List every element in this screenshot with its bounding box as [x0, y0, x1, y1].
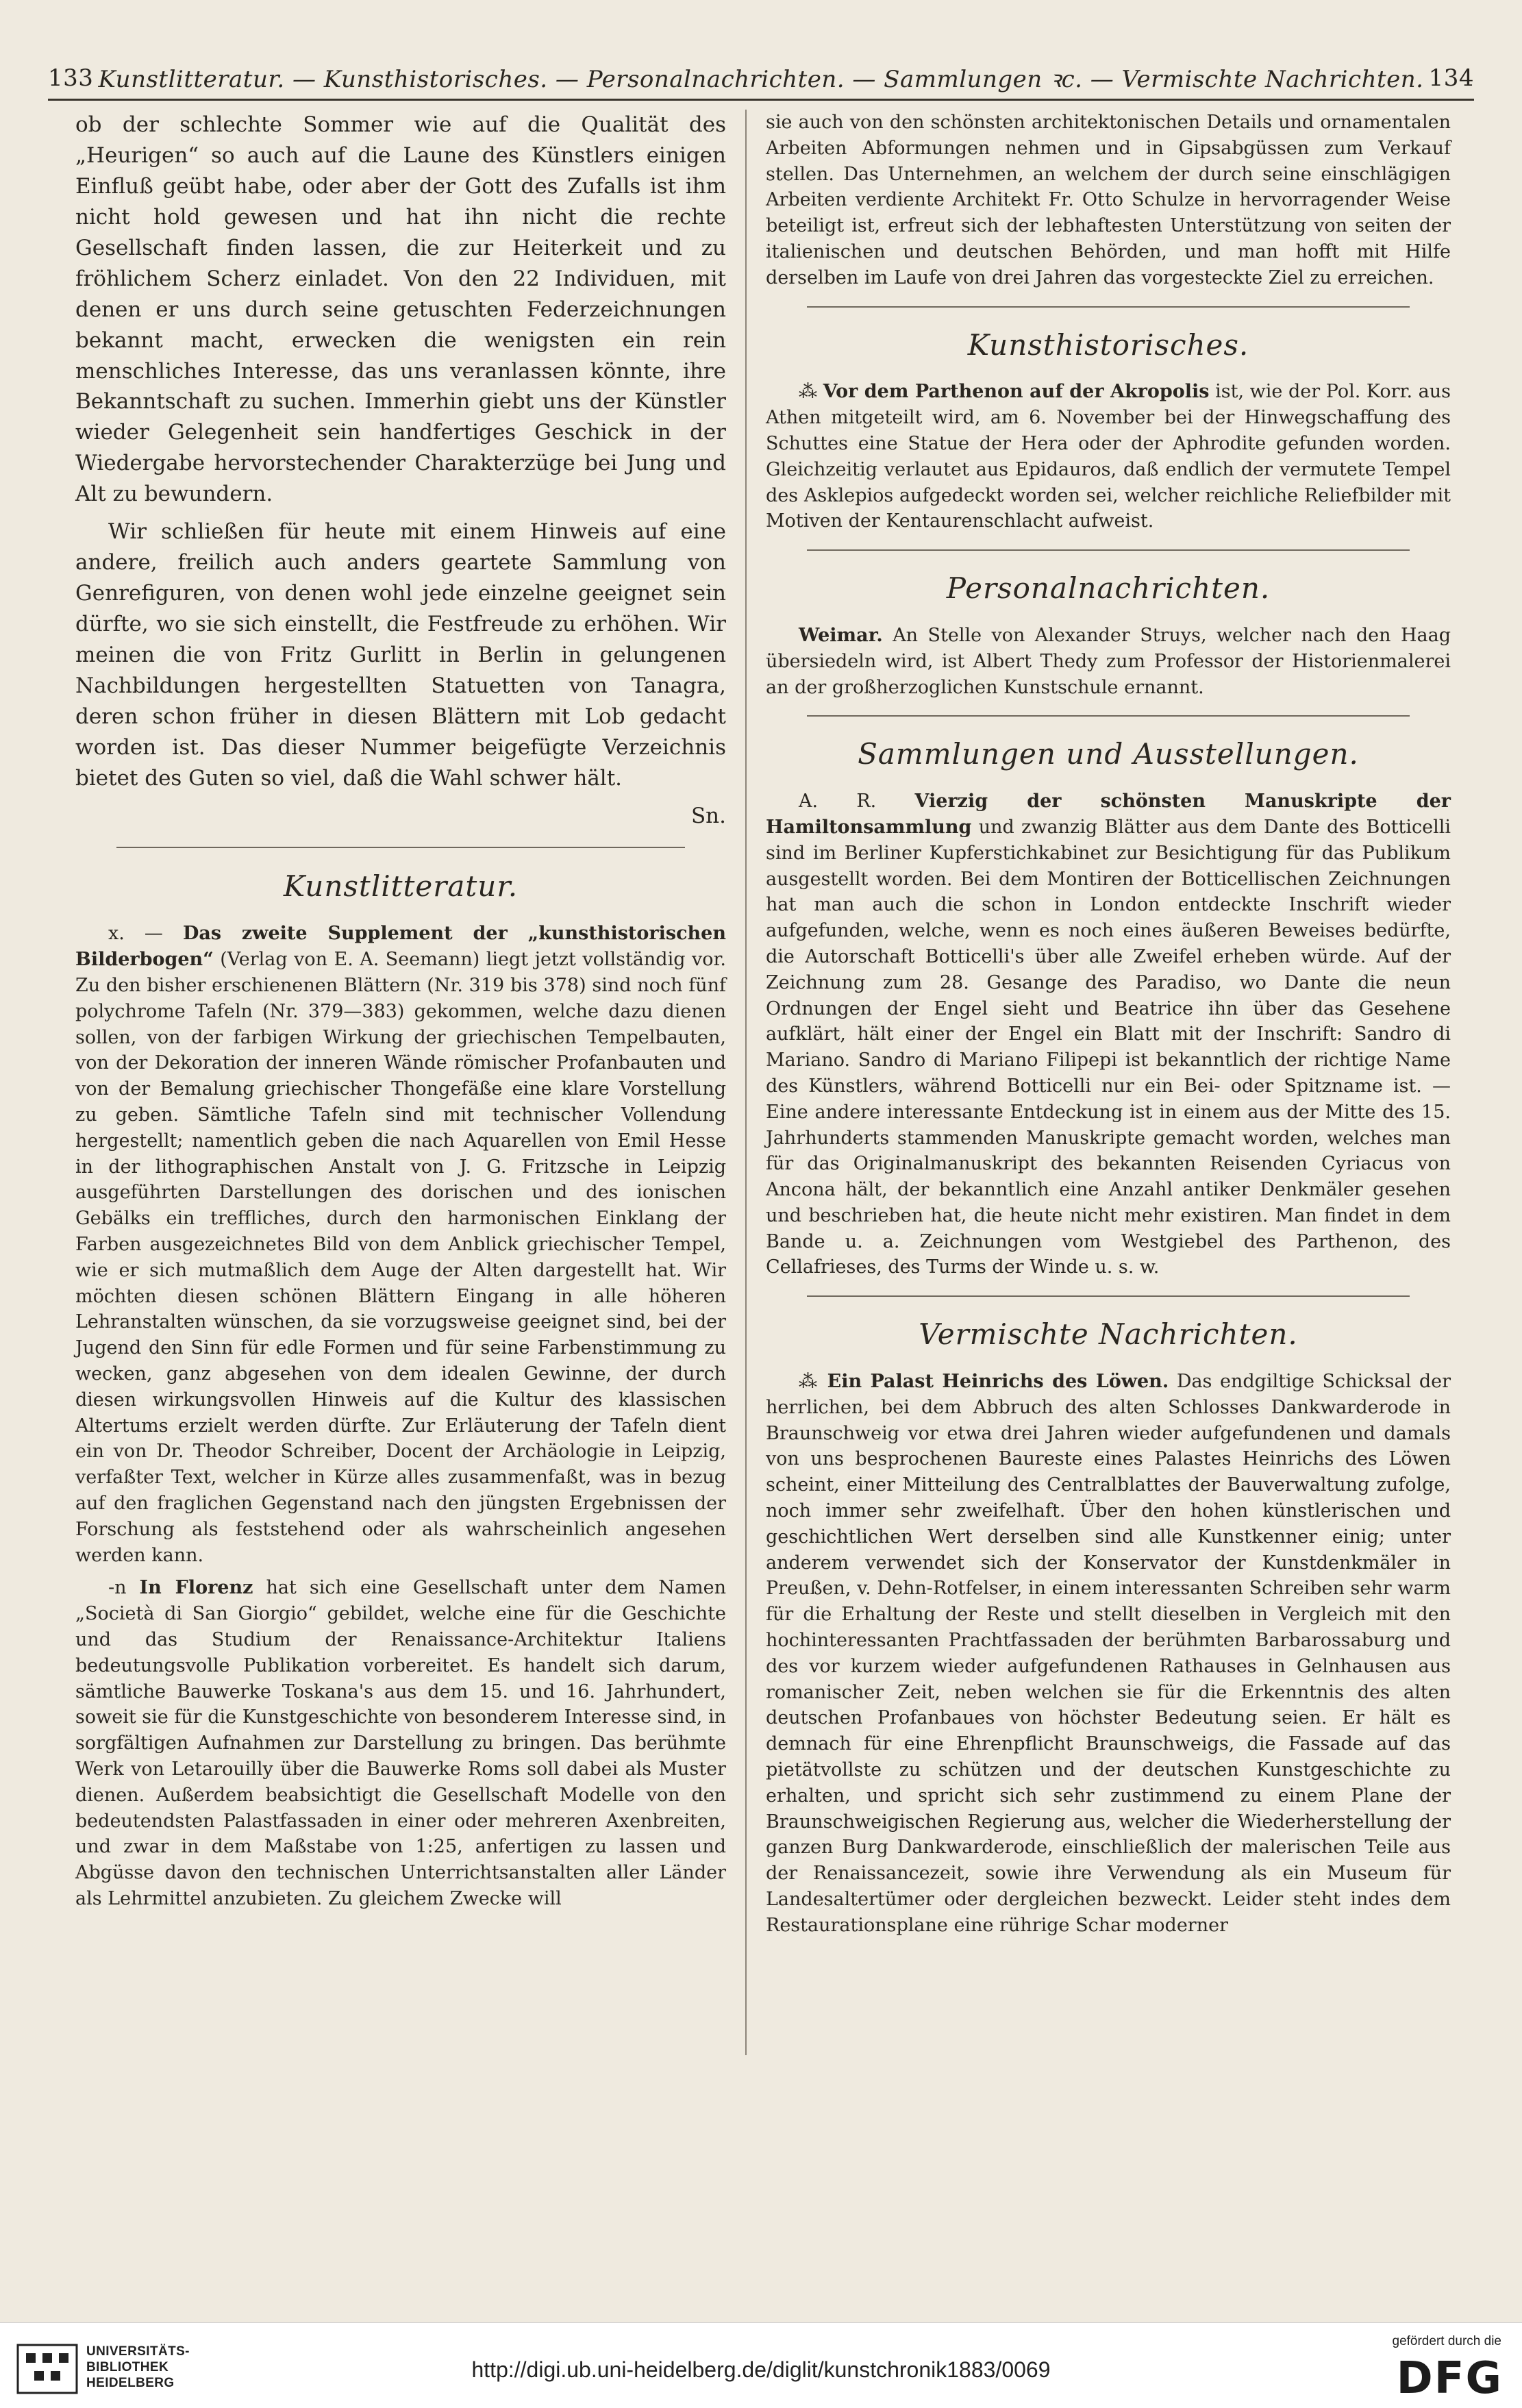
article-heading: Ein Palast Heinrichs des Löwen.: [827, 1371, 1169, 1393]
article-marker: ⁂: [799, 381, 818, 403]
article-heading: Vor dem Parthenon auf der Akropolis: [823, 381, 1210, 403]
article-marker: -n: [108, 1577, 127, 1599]
section-divider: [807, 1295, 1410, 1297]
funding-label: gefördert durch die: [1392, 2334, 1501, 2348]
article-heading: In Florenz: [139, 1577, 253, 1599]
article-paragraph: [75, 1575, 726, 1911]
section-divider: [807, 306, 1410, 308]
permalink[interactable]: http://digi.ub.uni-heidelberg.de/diglit/kunstchronik1883/0069: [471, 2357, 1051, 2382]
section-title-vermischte-nachrichten: Vermischte Nachrichten.: [919, 1317, 1298, 1352]
digitization-footer: [0, 2322, 1522, 2408]
article-text: Das endgiltige Schicksal der herrlichen, bei dem Abbruch des alten Schlosses Dankwarderode in Braunschweig vor etwa drei Jahren wieder aufgefundenen und damals von uns besprochenen Baureste eines Palastes Heinrichs des Löwen scheint, einer Mitteilung des Centralblattes der Bauverwaltung zufolge, noch immer sehr zweifelhaft. Über den hohen künstlerischen und geschichtlichen Wert derselben sind alle Kunstkenner einig; unter anderem verwendet sich der Konservator der Kunstdenkmäler in Preußen, v. Dehn-Rotfelser, in einem interessanten Schreiben sehr warm für die Erhaltung der Reste und stellt dieselben in Vergleich mit den hochinteressanten Prachtfassaden der berühmten Barbarossaburg und des vor kurzem wieder aufgefundenen Rathauses in Gelnhausen aus romanischer Zeit, neben welchen sie für die Erkenntnis des alten deutschen Profanbaues von höchster Bedeutung seien. Er hält es demnach für eine Ehrenpflicht Braunschweigs, die Fassade auf das pietätvollste zu schützen und der deutschen Kunstgeschichte zu erhalten, und spricht sich sehr zustimmend zu einem Plane der Braunschweigischen Regierung aus, welcher die Wiederherstellung der ganzen Burg Dankwarderode, einschließlich der malerischen Teile aus der Renaissancezeit, sowie ihre Verwendung als ein Museum für Landesaltertümer oder dergleichen bezweckt. Leider steht indes dem Restaurationsplane eine rührige Schar moderner: [766, 1371, 1451, 1936]
dfg-logo: DFG: [1396, 2353, 1503, 2404]
article-text: An Stelle von Alexander Struys, welcher nach den Haag übersiedeln wird, ist Albert Thedy zum Professor der Historienmalerei an der großherzoglichen Kunstschule ernannt.: [766, 624, 1451, 698]
paragraph: ob der schlechte Sommer wie auf die Qualität des „Heurigen“ so auch auf die Laune des Künstlers einigen Einfluß geübt habe, oder aber der Gott des Zufalls ist ihm nicht hold gewesen und hat ihn nicht die rechte Gesellschaft finden lassen, die zur Heiterkeit und zu fröhlichem Scherz einladet. Von den 22 Individuen, mit denen er uns durch seine getuschten Federzeichnungen bekannt macht, erwecken die wenigsten ein rein menschliches Interesse, das uns veranlassen könnte, ihre Bekanntschaft zu suchen. Immerhin giebt uns der Künstler wieder Gelegenheit sein handfertiges Geschick in der Wiedergabe hervorstechender Charakterzüge bei Jung und Alt zu bewundern.: [75, 112, 726, 507]
section-divider: [116, 847, 685, 848]
article-text: hat sich eine Gesellschaft unter dem Namen „Società di San Giorgio“ gebildet, welche eine für die Geschichte und das Studium der Renaissance-Architektur Italiens bedeutungsvolle Publikation vorbereitet. Es handelt sich darum, sämtliche Bauwerke Toskana's aus dem 15. und 16. Jahrhundert, soweit sie für die Kunstgeschichte von besonderem Interesse sind, in sorgfältigen Aufnahmen zur Darstellung zu bringen. Das berühmte Werk von Letarouilly über die Bauwerke Roms soll dabei als Muster dienen. Außerdem beabsichtigt die Gesellschaft Modelle von den bedeutendsten Palastfassaden in einer oder mehreren Axenbreiten, und zwar in dem Maßstabe von 1:25, anfertigen zu lassen und Abgüsse davon den technischen Unterrichtsanstalten aller Länder als Lehrmittel anzubieten. Zu gleichem Zwecke will: [75, 1577, 726, 1909]
article-heading: Das zweite Supplement der „kunsthistorischen Bilderbogen“: [75, 923, 726, 971]
paragraph: Wir schließen für heute mit einem Hinweis auf eine andere, freilich auch anders geartete Sammlung von Genrefiguren, von denen wohl jede einzelne geeignet sein dürfte, wo sie sich einstellt, die Festfreude zu erhöhen. Wir meinen die von Fritz Gurlitt in Berlin in gelungenen Nachbildungen hergestellten Statuetten von Tanagra, deren schon früher in diesen Blättern mit Lob gedacht worden ist. Das dieser Nummer beigefügte Verzeichnis bietet des Guten so viel, daß die Wahl schwer hält.: [75, 519, 726, 791]
article-heading: Vierzig der schönsten Manuskripte der Hamiltonsammlung: [766, 791, 1451, 838]
running-head-title: Kunstlitteratur. — Kunsthistorisches. — Personalnachrichten. — Sammlungen ꝛc. — Vermischte Nachrichten.: [98, 66, 1424, 93]
section-divider: [807, 715, 1410, 717]
section-title-kunsthistorisches: Kunsthistorisches.: [967, 327, 1249, 362]
article-marker: ⁂: [799, 1371, 820, 1393]
article-paragraph: [75, 921, 726, 1568]
running-head: [48, 58, 1474, 101]
right-column: [766, 110, 1451, 1946]
article-text: (Verlag von E. A. Seemann) liegt jetzt vollständig vor. Zu den bisher erschienenen Blättern (Nr. 319 bis 378) sind noch fünf polychrome Tafeln (Nr. 379—383) gekommen, welche dazu dienen sollen, von der farbigen Wirkung der griechischen Tempelbauten, von der Dekoration der inneren Wände römischer Profanbauten und von der Bemalung griechischer Thongefäße eine klare Vorstellung zu geben. Sämtliche Tafeln sind mit technischer Vollendung hergestellt; namentlich geben die nach Aquarellen von Emil Hesse in der lithographischen Anstalt von J. G. Fritzsche in Leipzig ausgeführten Darstellungen des dorischen und des ionischen Gebälks ein treffliches, durch den harmonischen Einklang der Farben ausgezeichnetes Bild von dem Anblick griechischer Tempel, wie er sich mutmaßlich dem Auge der Alten dargestellt hat. Wir möchten diesen schönen Blättern Eingang in alle höheren Lehranstalten wünschen, da sie vorzugsweise geeignet sind, bei der Jugend den Sinn für edle Formen und für seine Farbenstimmung zu wecken, ganz abgesehen von dem idealen Gewinne, der durch diesen wirkungsvollen Hinweis auf die Kultur des klassischen Altertums erzielt werden dürfte. Zur Erläuterung der Tafeln dient ein von Dr. Theodor Schreiber, Docent der Archäologie in Leipzig, verfaßter Text, welcher in Kürze alles zusammenfaßt, was in bezug auf den fraglichen Gegenstand nach den jüngsten Ergebnissen der Forschung als feststehend oder als wahrscheinlich angesehen werden kann.: [75, 949, 726, 1566]
section-title-kunstlitteratur: Kunstlitteratur.: [283, 869, 519, 903]
page-number-right: 134: [1428, 64, 1474, 92]
paragraph: sie auch von den schönsten architektonischen Details und ornamentalen Arbeiten Abformungen nehmen und in Gipsabgüssen zum Verkauf stellen. Das Unternehmen, an welchem der durch seine einschlägigen Arbeiten verdiente Architekt Fr. Otto Schulze in hervorragender Weise beteiligt ist, erfreut sich der lebhaftesten Unterstützung von seiten der italienischen und deutschen Behörden, und man hofft mit Hilfe derselben im Laufe von drei Jahren das vorgesteckte Ziel zu erreichen.: [766, 112, 1451, 288]
article-marker: x. —: [108, 923, 163, 945]
section-divider: [807, 549, 1410, 551]
article-paragraph: [766, 789, 1451, 1280]
page-number-left: 133: [48, 64, 94, 92]
signature: Sn.: [690, 803, 726, 828]
column-divider: [745, 110, 747, 2055]
article-paragraph: [766, 623, 1451, 700]
article-marker: A. R.: [799, 791, 877, 812]
section-title-personalnachrichten: Personalnachrichten.: [946, 571, 1271, 606]
section-title-sammlungen: Sammlungen und Ausstellungen.: [858, 737, 1359, 771]
article-paragraph: [766, 379, 1451, 534]
left-column: [75, 110, 726, 1919]
article-text: ist, wie der Pol. Korr. aus Athen mitgeteilt wird, am 6. November bei der Hinwegschaffung des Schuttes eine Statue der Hera oder der Aphrodite gefunden worden. Gleichzeitig verlautet aus Epidauros, daß endlich der vermutete Tempel des Asklepios aufgedeckt worden sei, welcher reichliche Reliefbilder mit Motiven der Kentaurenschlacht aufweist.: [766, 381, 1451, 532]
article-heading: Weimar.: [799, 624, 883, 646]
article-paragraph: [766, 1369, 1451, 1939]
article-text: und zwanzig Blätter aus dem Dante des Botticelli sind im Berliner Kupferstichkabinet zur Besichtigung für das Publikum ausgestellt worden. Bei dem Montiren der Botticellischen Zeichnungen hat man auch die schon in London entdeckte Inschrift wieder aufgefunden, welche, wenn es noch eines äußeren Beweises bedürfte, die Autorschaft Botticelli's über alle Zweifel erheben würde. Auf der Zeichnung zum 28. Gesange des Paradiso, wo Dante die neun Ordnungen der Engel sieht und Beatrice ihn über das Gesehene aufklärt, hält einer der Engel ein Blatt mit der Inschrift: Sandro di Mariano. Sandro di Mariano Filipepi ist bekanntlich der richtige Name des Künstlers, während Botticelli nur ein Bei- oder Spitzname ist. — Eine andere interessante Entdeckung ist in einem aus der Mitte des 15. Jahrhunderts stammenden Manuskripte gemacht worden, welches man für das Originalmanuskript des bekannten Reisenden Cyriacus von Ancona hält, der bekanntlich eine Anzahl antiker Denkmäler gesehen und beschrieben hat, die heute nicht mehr existiren. Man findet in dem Bande u. a. Zeichnungen vom Westgiebel des Parthenon, des Cellafrieses, des Turms der Winde u. s. w.: [766, 816, 1451, 1278]
library-name: UNIVERSITÄTS- BIBLIOTHEK HEIDELBERG: [86, 2344, 190, 2391]
